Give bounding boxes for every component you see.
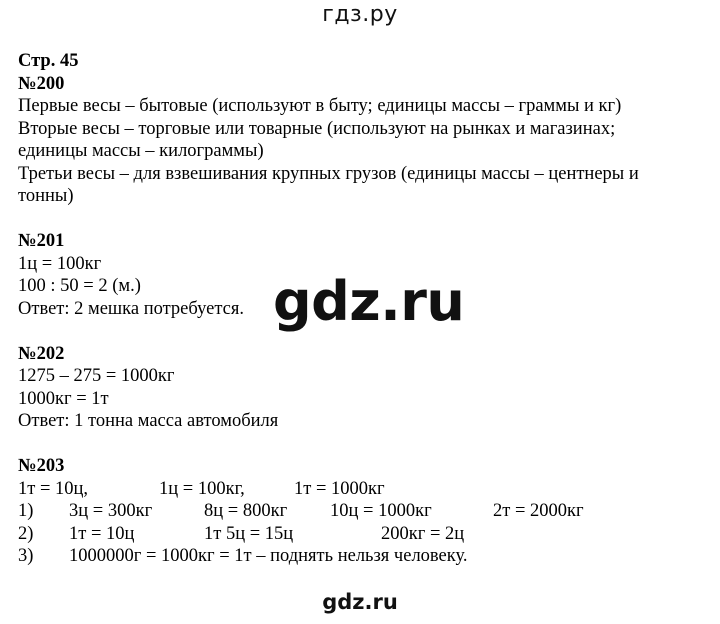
task-201-line: 100 : 50 = 2 (м.) <box>18 276 141 296</box>
task-203-row-2 <box>18 523 708 546</box>
task-203-row-0 <box>18 478 708 501</box>
task-203-cell: 1) <box>18 501 34 521</box>
task-203-cell: 1т = 1000кг <box>294 478 385 499</box>
task-203-cell: 1т = 10ц, <box>18 478 89 499</box>
task-203-title: №203 <box>18 456 65 476</box>
task-201-title: №201 <box>18 231 65 251</box>
watermark-bottom: gdz.ru <box>322 590 398 614</box>
task-203-cell: 3) <box>18 546 34 566</box>
task-203-row-1 <box>18 500 708 523</box>
watermark-top: гдз.ру <box>322 2 398 27</box>
task-200-line: Третьи весы – для взвешивания крупных грузов (единицы массы – центнеры и <box>18 163 639 184</box>
task-203-cell: 200кг = 2ц <box>381 523 465 544</box>
task-201-line: 1ц = 100кг <box>18 253 102 274</box>
task-201-answer: Ответ: 2 мешка потребуется. <box>18 298 244 319</box>
task-203-cell: 3ц = 300кг <box>69 501 153 521</box>
task-203-row-3 <box>18 545 708 568</box>
task-200-line: Вторые весы – торговые или товарные (используют на рынках и магазинах; <box>18 118 616 139</box>
task-203-cell: 8ц = 800кг <box>204 501 288 521</box>
task-202-title: №202 <box>18 343 65 364</box>
task-202-answer: Ответ: 1 тонна масса автомобиля <box>18 411 279 431</box>
task-203-cell: 1ц = 100кг, <box>159 478 245 499</box>
task-202-line: 1275 – 275 = 1000кг <box>18 366 175 386</box>
task-203-cell: 1т 5ц = 15ц <box>204 523 294 544</box>
page-reference: Стр. 45 <box>18 51 79 71</box>
task-203-cell: 1000000г = 1000кг = 1т – поднять нельзя человеку. <box>69 546 468 566</box>
task-203-cell: 2т = 2000кг <box>493 501 584 521</box>
task-200-line: единицы массы – килограммы) <box>18 141 264 161</box>
task-203-cell: 1т = 10ц <box>69 523 135 544</box>
task-200-line: Первые весы – бытовые (используют в быту; единицы массы – граммы и кг) <box>18 96 622 116</box>
task-203-cell: 2) <box>18 523 34 544</box>
task-203-cell: 10ц = 1000кг <box>330 501 432 521</box>
watermark-center: gdz.ru <box>273 270 465 333</box>
task-202-line: 1000кг = 1т <box>18 388 109 409</box>
task-200-line: тонны) <box>18 186 74 206</box>
task-200-title: №200 <box>18 73 65 94</box>
